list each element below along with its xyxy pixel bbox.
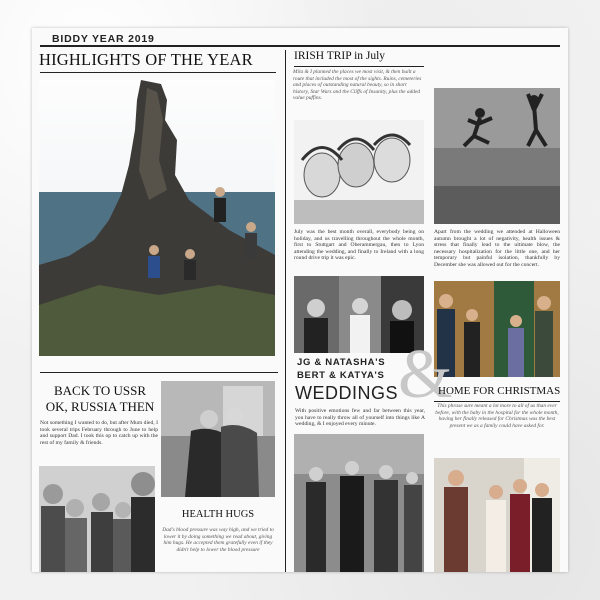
highlights-title-rule: [40, 72, 276, 73]
russia-family-photo: [39, 466, 155, 572]
highlights-photo: [39, 80, 275, 356]
highlights-title: HIGHLIGHTS OF THE YEAR: [39, 50, 253, 69]
ussr-title-line-1: BACK TO USSR: [54, 383, 146, 398]
apart-body: Apart from the wedding we attended at Halloween autumn brought a lot of negativity, health issues & stress that finally lead to the ultimate blow, the necessary hospitalization for the little one, and her temporary but painful isolation, thankfully by December she was allowed out for the concert.: [434, 229, 560, 268]
ampersand-ornament: &: [398, 336, 453, 413]
weddings-line-3: WEDDINGS: [295, 383, 398, 403]
jump-photo: [434, 88, 560, 224]
irish-trip-sketch-photo: [294, 120, 424, 224]
ussr-body: Not something I wanted to do, but after Mum died, I took several trips February through to June to help and support Dad. I took this op to catch up with the rest of my family & friends.: [40, 420, 158, 446]
weddings-line-1: JG & NATASHA'S: [297, 357, 386, 368]
column-divider-left: [285, 50, 286, 572]
irish-trip-intro: Mila & I planned the places we most visit, & then built a route that included the most of the sights. Ruins, cemeteries and places of outstanding natural beauty, so in short history, Star Wars and the Cliffs of Insanity, plus the added value puffins.: [293, 69, 422, 102]
hug-photo: [161, 381, 275, 497]
masthead-rule: [40, 45, 560, 47]
weddings-line-2: BERT & KATYA'S: [297, 370, 385, 381]
wedding-group-photo: [294, 434, 424, 572]
weddings-body: With positive emotions few and far between this year, you have to really throw all of yourself into things like A wedding, & I enjoyed every minute.: [295, 408, 425, 428]
christmas-title-rule: [434, 401, 560, 402]
hugs-body: Dad's blood pressure was way high, and we tried to lower it by doing something we read about, giving him hugs. He accepted them gratefully even if they didn't help to lower the blood pressure: [162, 527, 274, 553]
christmas-title: HOME FOR CHRISTMAS: [438, 385, 561, 397]
irish-trip-title: IRISH TRIP in July: [294, 50, 386, 62]
irish-trip-body: July was the best month overall, everybody being on holiday, and us travelling throughout the whole month, first to Stuttgart and Oberammergau, then to Lyon attending the wedding, and finally to Ireland with a long round drive trip it was epic.: [294, 229, 424, 262]
christmas-body: This phrase sure meant a lot more to all of us than ever before, with the baby in the hospital for the whole month, having her finally released for Christmas was the best present we as a family could have asked for.: [435, 403, 559, 429]
section-divider-left: [40, 372, 278, 373]
family-portrait-photo: [434, 281, 560, 377]
hugs-title: HEALTH HUGS: [181, 509, 255, 520]
christmas-family-photo: [434, 458, 560, 572]
irish-trip-title-rule: [294, 66, 424, 67]
masthead: BIDDY YEAR 2019: [52, 33, 155, 45]
ussr-title-line-2: OK, RUSSIA THEN: [45, 399, 155, 414]
